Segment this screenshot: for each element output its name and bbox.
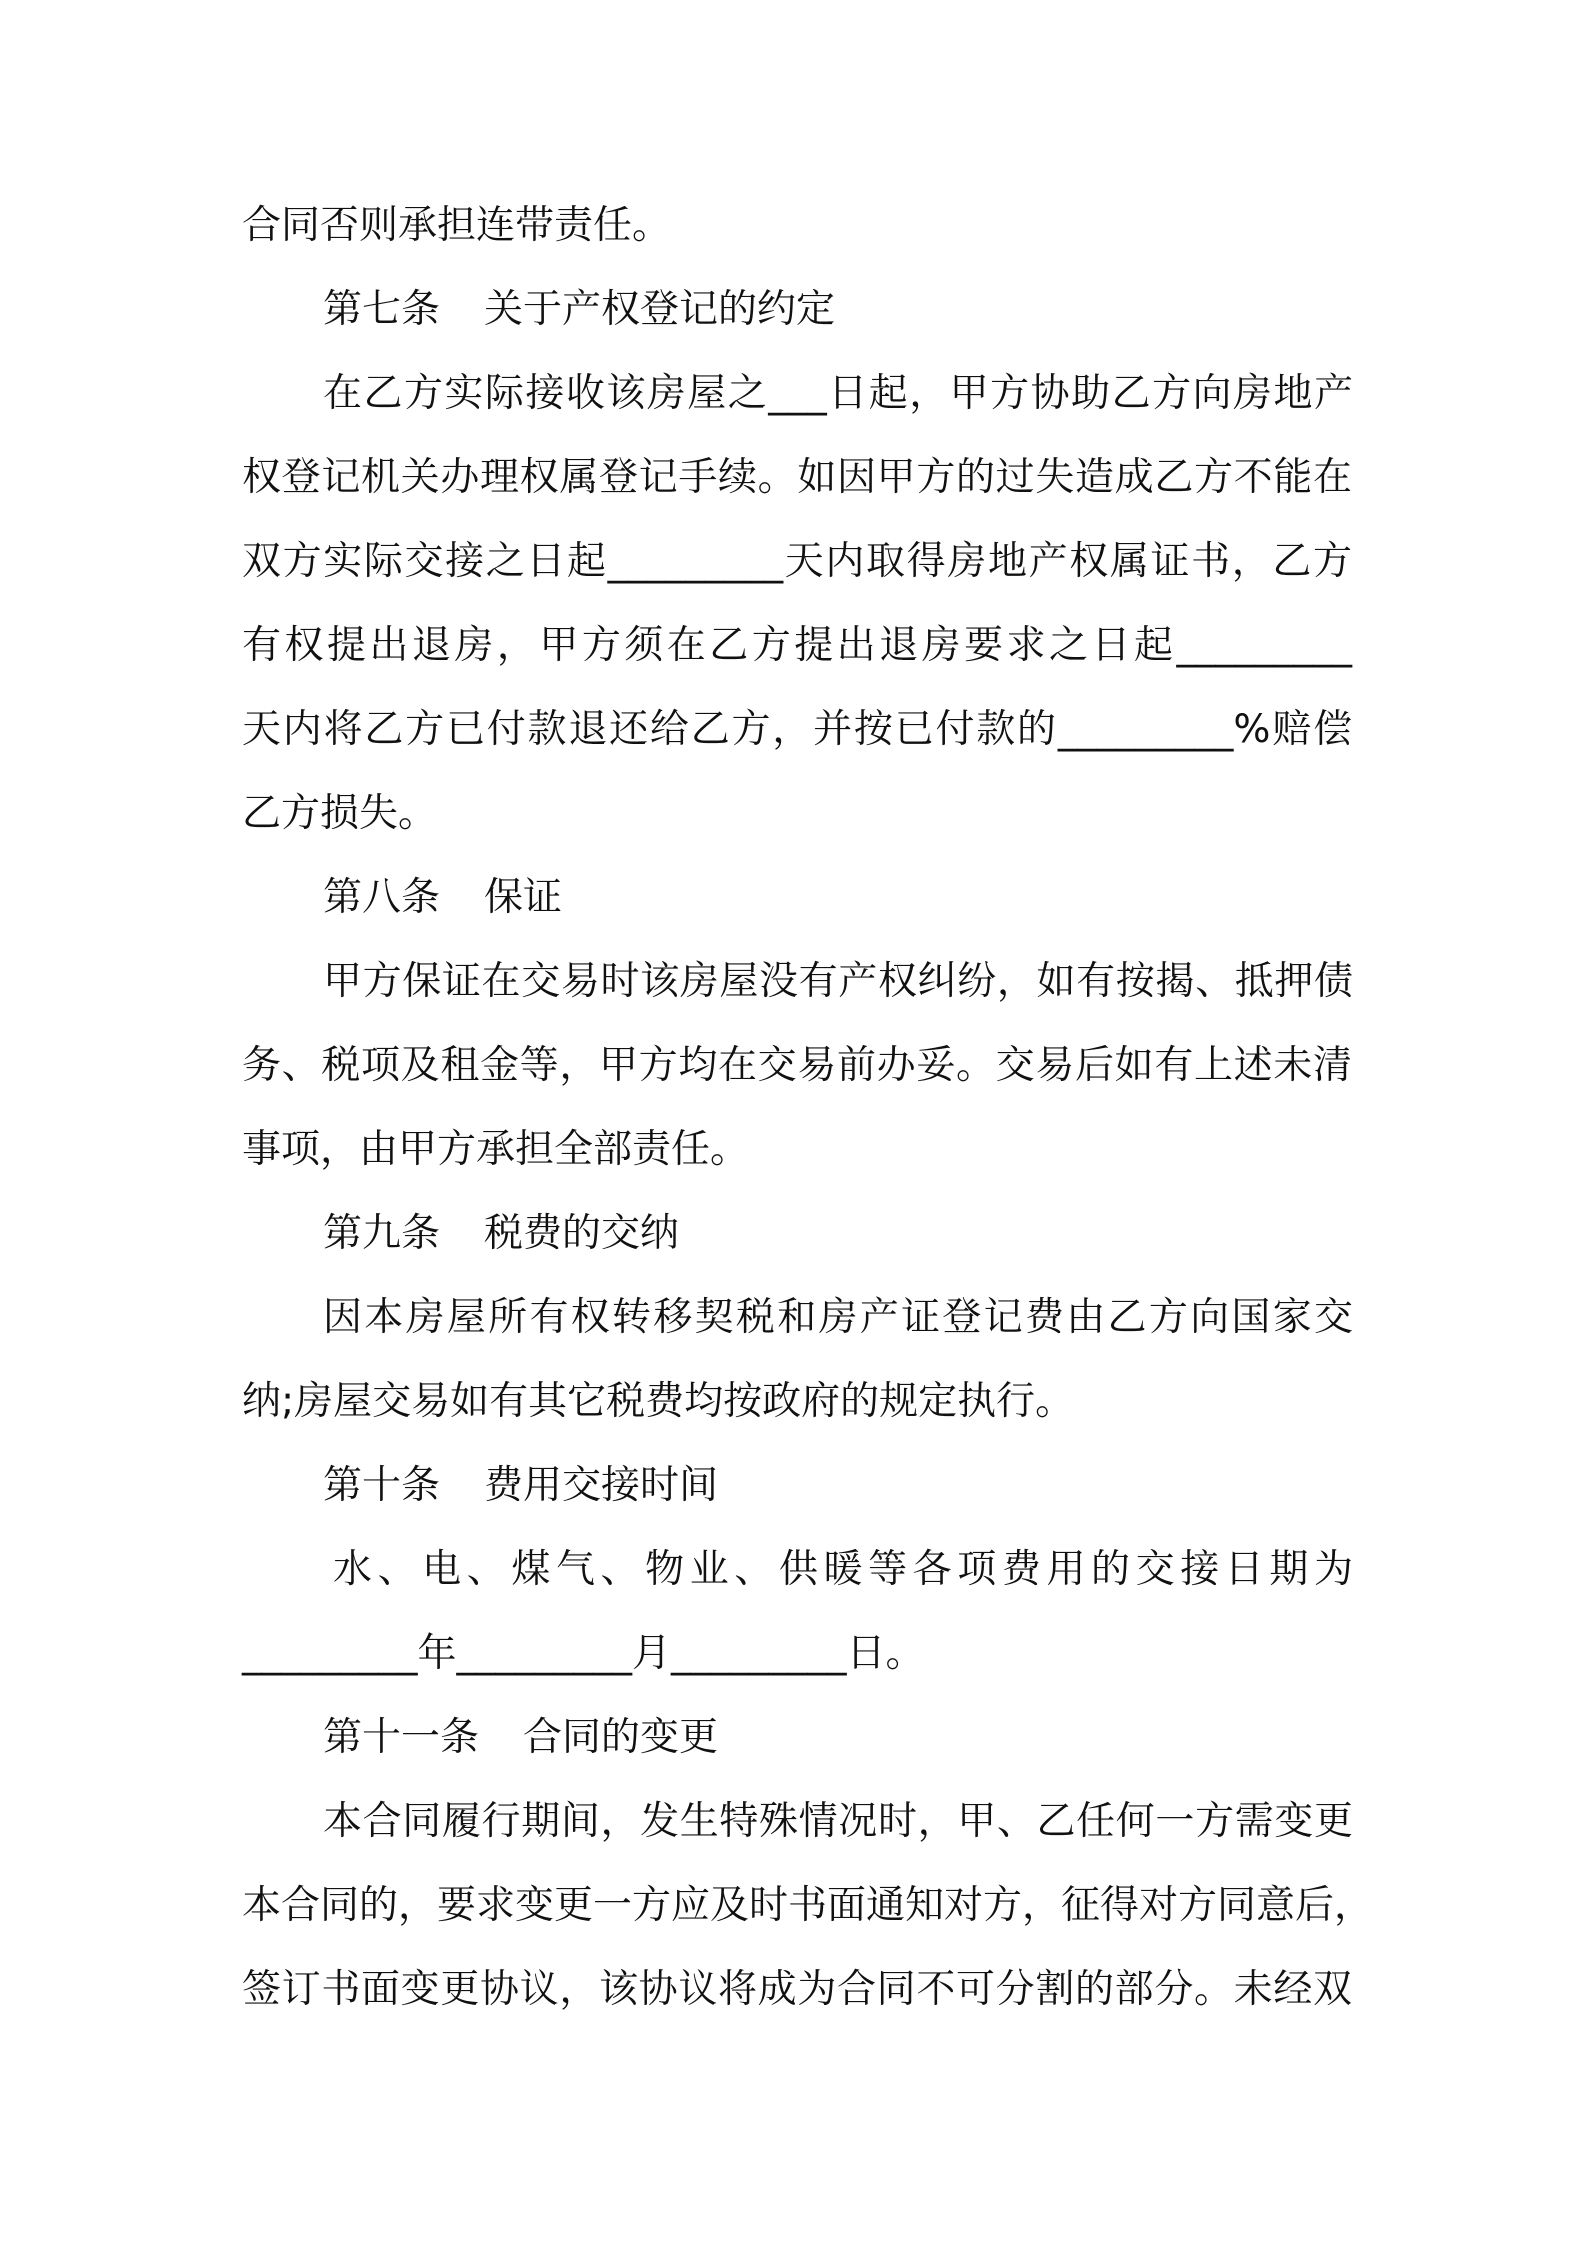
article-number: 第八条	[323, 875, 441, 920]
article-11-heading	[323, 1710, 1433, 1766]
article-title: 税费的交纳	[484, 1211, 680, 1256]
paragraph-line: 水、电、煤气、物业、供暖等各项费用的交接日期为	[333, 1547, 1353, 1592]
paragraph-line: 甲方保证在交易时该房屋没有产权纠纷，如有按揭、抵押债	[323, 959, 1353, 1004]
paragraph-line: 权登记机关办理权属登记手续。如因甲方的过失造成乙方不能在	[242, 455, 1352, 500]
article-10-heading	[323, 1458, 1433, 1514]
article-number: 第九条	[323, 1211, 441, 1256]
paragraph-line: 合同否则承担连带责任。	[242, 203, 672, 248]
article-7-heading	[323, 282, 1433, 338]
paragraph-line: _________年_________月_________日。	[242, 1631, 925, 1676]
paragraph-line: 双方实际交接之日起_________天内取得房地产权属证书，乙方	[242, 539, 1352, 584]
paragraph-line: 本合同履行期间，发生特殊情况时，甲、乙任何一方需变更	[323, 1799, 1353, 1844]
paragraph-line: 乙方损失。	[242, 791, 438, 836]
paragraph-line: 事项，由甲方承担全部责任。	[242, 1127, 750, 1172]
article-number: 第十一条	[323, 1715, 480, 1760]
paragraph-line: 天内将乙方已付款退还给乙方，并按已付款的_________%赔偿	[242, 707, 1352, 752]
article-number: 第十条	[323, 1463, 441, 1508]
article-number: 第七条	[323, 287, 441, 332]
article-title: 合同的变更	[523, 1715, 719, 1760]
paragraph-line: 因本房屋所有权转移契税和房产证登记费由乙方向国家交	[323, 1295, 1353, 1340]
article-8-heading	[323, 870, 1433, 926]
article-9-heading	[323, 1206, 1433, 1262]
paragraph-line: 本合同的，要求变更一方应及时书面通知对方，征得对方同意后，	[242, 1883, 1374, 1928]
paragraph-line: 纳;房屋交易如有其它税费均按政府的规定执行。	[242, 1379, 1075, 1424]
paragraph-line: 在乙方实际接收该房屋之___日起，甲方协助乙方向房地产	[323, 371, 1353, 416]
article-title: 费用交接时间	[484, 1463, 719, 1508]
paragraph-line: 务、税项及租金等，甲方均在交易前办妥。交易后如有上述未清	[242, 1043, 1352, 1088]
article-title: 保证	[484, 875, 563, 920]
article-title: 关于产权登记的约定	[484, 287, 836, 332]
paragraph-line: 签订书面变更协议，该协议将成为合同不可分割的部分。未经双	[242, 1967, 1352, 2012]
paragraph-line: 有权提出退房，甲方须在乙方提出退房要求之日起_________	[242, 623, 1352, 668]
